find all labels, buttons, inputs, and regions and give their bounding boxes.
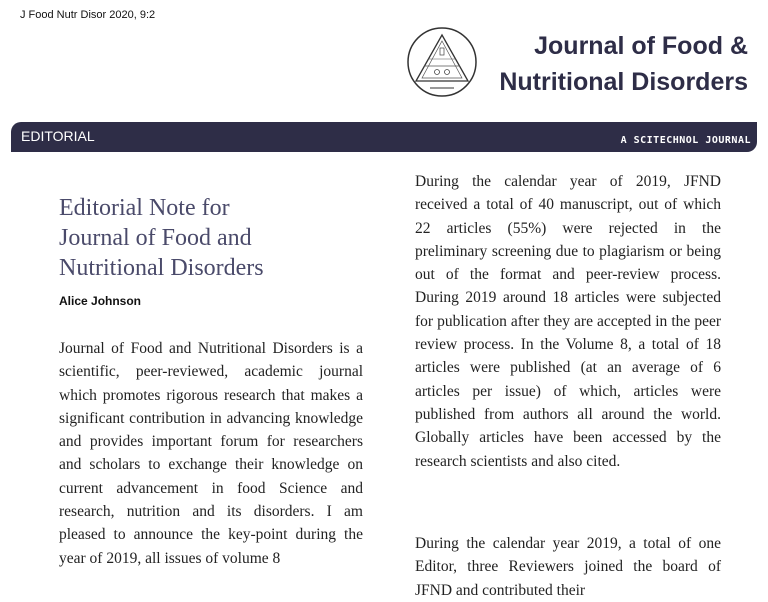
author-name: Alice Johnson [59, 294, 142, 308]
journal-title [499, 28, 748, 100]
body-paragraph-left: Journal of Food and Nutritional Disorders is a scientific, peer-reviewed, academic journal which promotes rigorous research that makes a significant contribution in advancing knowledge and provides important forum for researchers and scholars to exchange their knowledge on current advancement in food Science and research, nutrition and its disorders. I am pleased to announce the key-point during the year of 2019, all issues of volume 8 [59, 340, 363, 567]
publisher-label: A SCITECHNOL JOURNAL [620, 135, 751, 146]
article-title-line-3: Nutritional Disorders [59, 255, 264, 281]
citation: J Food Nutr Disor 2020, 9:2 [20, 9, 156, 21]
journal-title-line-1: Journal of Food & [534, 32, 748, 60]
article-title-line-2: Journal of Food and [59, 225, 252, 251]
article-type-label: EDITORIAL [21, 128, 95, 144]
article-title-line-1: Editorial Note for [59, 195, 230, 221]
body-paragraph-right-1: During the calendar year of 2019, JFND received a total of 40 manuscript, out of which 22 articles (55%) were rejected in the preliminary screening due to plagiarism or being out of the format and peer-review process. During 2019 around 18 articles were subjected for publication after they are accepted in the peer review process. In the Volume 8, a total of 18 articles were published (at an average of 6 articles per issue) of which, articles were published from authors all around the world. Globally articles have been accessed by the research scientists and also cited. [415, 173, 721, 470]
journal-title-line-2: Nutritional Disorders [499, 68, 748, 96]
body-paragraph-right-2: During the calendar year 2019, a total of one Editor, three Reviewers joined the board of JFND and contributed their [415, 535, 721, 599]
section-banner [11, 122, 757, 152]
article-title [59, 193, 359, 283]
journal-emblem-icon [406, 26, 478, 98]
